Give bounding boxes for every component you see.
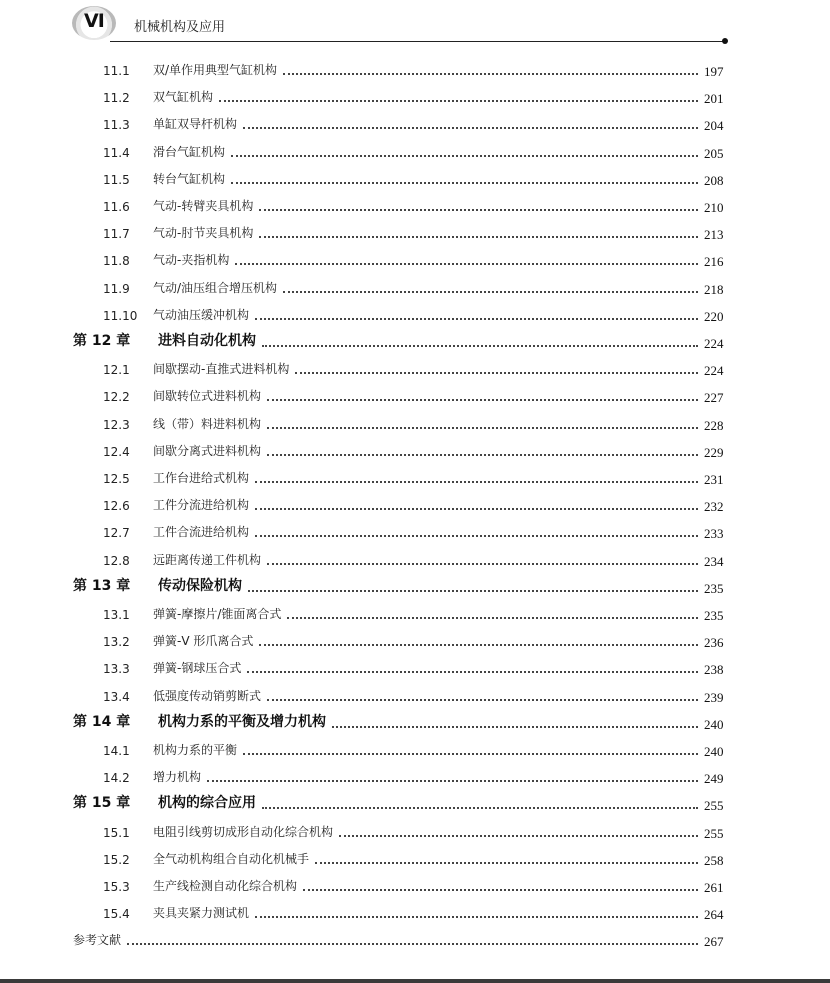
toc-page-number: 231 <box>704 472 724 487</box>
toc-entry-title: 工件合流进给机构 <box>153 525 250 540</box>
toc-dot-leader <box>259 236 698 238</box>
toc-entry-number: 12.2 <box>103 390 130 405</box>
toc-dot-leader <box>283 73 698 75</box>
toc-page-number: 235 <box>704 608 724 623</box>
toc-section-entry <box>0 114 830 134</box>
toc-entry-title: 气动油压缓冲机构 <box>153 307 250 322</box>
toc-section-entry <box>0 686 830 706</box>
toc-page-number: 258 <box>704 852 724 868</box>
toc-section-entry <box>0 604 830 624</box>
toc-dot-leader <box>127 943 698 945</box>
toc-entry-number: 13.3 <box>103 662 130 677</box>
toc-section-entry <box>0 196 830 216</box>
toc-entry-title: 机构力系的平衡及增力机构 <box>158 713 326 730</box>
toc-dot-leader <box>283 291 698 293</box>
toc-dot-leader <box>255 318 698 320</box>
toc-entry-number: 第 13 章 <box>73 577 131 594</box>
toc-section-entry <box>0 767 830 787</box>
toc-dot-leader <box>267 699 698 701</box>
toc-entry-title: 弹簧-V 形爪离合式 <box>153 634 254 649</box>
toc-section-entry <box>0 903 830 923</box>
toc-dot-leader <box>295 372 698 374</box>
toc-page-number: 233 <box>704 526 724 542</box>
toc-section-entry <box>0 278 830 298</box>
toc-section-entry <box>0 468 830 488</box>
toc-entry-number: 12.8 <box>103 553 130 568</box>
toc-dot-leader <box>267 399 698 401</box>
toc-page-number: 235 <box>704 580 724 596</box>
toc-chapter-entry <box>0 577 830 597</box>
toc-entry-number: 11.8 <box>103 254 130 269</box>
toc-chapter-entry <box>0 332 830 352</box>
toc-entry-number: 12.3 <box>103 417 130 432</box>
toc-page-number: 261 <box>704 880 724 895</box>
toc-entry-number: 11.5 <box>103 172 130 187</box>
toc-page-number: 232 <box>704 499 724 515</box>
toc-section-entry <box>0 658 830 678</box>
toc-entry-title: 气动/油压组合增压机构 <box>153 280 278 295</box>
toc-entry-number: 11.6 <box>103 200 130 214</box>
toc-entry-number: 15.1 <box>103 825 130 840</box>
toc-page-number: 201 <box>704 91 724 107</box>
toc-references-entry <box>0 930 830 950</box>
toc-entry-title: 进料自动化机构 <box>158 333 256 349</box>
toc-entry-number: 11.10 <box>103 308 138 323</box>
toc-dot-leader <box>219 100 698 102</box>
toc-section-entry <box>0 822 830 842</box>
toc-entry-number: 11.1 <box>103 64 130 78</box>
toc-entry-title: 线（带）料进料机构 <box>153 416 262 431</box>
toc-page-number: 234 <box>704 553 724 569</box>
toc-entry-title: 双气缸机构 <box>153 90 214 105</box>
toc-entry-title: 增力机构 <box>153 770 202 785</box>
toc-page-number: 224 <box>704 336 724 351</box>
toc-entry-number: 12.7 <box>103 526 130 541</box>
toc-page-number: 255 <box>704 798 724 814</box>
toc-entry-number: 15.3 <box>103 880 130 894</box>
toc-page-number: 267 <box>704 934 724 950</box>
toc-dot-leader <box>231 182 698 184</box>
toc-page-number: 238 <box>704 662 724 678</box>
toc-page-number: 228 <box>704 417 724 433</box>
toc-dot-leader <box>235 263 698 265</box>
toc-page-number: 249 <box>704 771 724 787</box>
toc-section-entry <box>0 142 830 162</box>
toc-entry-title: 工作台进给式机构 <box>153 471 250 485</box>
toc-page-number: 229 <box>704 444 724 460</box>
toc-dot-leader <box>267 427 698 429</box>
toc-page-number: 239 <box>704 689 724 705</box>
toc-page-number: 204 <box>704 118 724 134</box>
toc-dot-leader <box>247 671 698 673</box>
toc-entry-title: 弹簧-钢球压合式 <box>153 661 242 676</box>
toc-section-entry <box>0 631 830 651</box>
toc-section-entry <box>0 495 830 515</box>
toc-page-number: 264 <box>704 907 724 923</box>
toc-page-number: 224 <box>704 363 724 379</box>
toc-entry-title: 单缸双导杆机构 <box>153 117 238 132</box>
toc-section-entry <box>0 169 830 189</box>
toc-dot-leader <box>243 753 698 755</box>
toc-dot-leader <box>248 590 698 592</box>
toc-entry-number: 11.7 <box>103 227 130 242</box>
toc-dot-leader <box>255 508 698 510</box>
toc-entry-title: 传动保险机构 <box>158 577 242 594</box>
toc-entry-title: 间歇转位式进料机构 <box>153 389 262 404</box>
toc-dot-leader <box>255 916 698 918</box>
toc-entry-number: 14.1 <box>103 744 130 758</box>
toc-section-entry <box>0 740 830 760</box>
page-bottom-edge <box>0 979 830 983</box>
toc-entry-number: 12.4 <box>103 444 130 459</box>
toc-dot-leader <box>267 563 698 565</box>
toc-entry-title: 远距离传递工件机构 <box>153 552 262 567</box>
toc-section-entry <box>0 550 830 570</box>
toc-dot-leader <box>287 617 698 619</box>
toc-section-entry <box>0 359 830 379</box>
toc-entry-number: 11.4 <box>103 145 130 160</box>
toc-entry-number: 13.2 <box>103 635 130 650</box>
toc-dot-leader <box>262 345 698 347</box>
toc-entry-title: 双/单作用典型气缸机构 <box>153 63 278 77</box>
toc-section-entry <box>0 223 830 243</box>
toc-page-number: 197 <box>704 64 724 79</box>
toc-dot-leader <box>255 535 698 537</box>
toc-entry-title: 间歇摆动-直推式进料机构 <box>153 362 290 377</box>
toc-entry-number: 14.2 <box>103 771 130 786</box>
toc-dot-leader <box>259 209 698 211</box>
toc-dot-leader <box>259 644 698 646</box>
toc-entry-number: 11.3 <box>103 118 130 133</box>
toc-page-number: 227 <box>704 390 724 406</box>
toc-section-entry <box>0 87 830 107</box>
toc-entry-title: 气动-转臂夹具机构 <box>153 199 254 213</box>
toc-section-entry <box>0 441 830 461</box>
toc-section-entry <box>0 386 830 406</box>
toc-entry-title: 低强度传动销剪断式 <box>153 688 262 703</box>
toc-entry-number: 11.9 <box>103 281 130 296</box>
toc-section-entry <box>0 305 830 325</box>
toc-section-entry <box>0 849 830 869</box>
toc-page-number: 218 <box>704 281 724 297</box>
toc-entry-number: 第 14 章 <box>73 713 131 730</box>
toc-dot-leader <box>315 862 698 864</box>
toc-dot-leader <box>303 889 698 891</box>
toc-entry-number: 第 12 章 <box>73 333 131 349</box>
toc-entry-number: 第 15 章 <box>73 795 131 812</box>
toc-entry-title: 气动-夹指机构 <box>153 253 230 268</box>
toc-page-number: 205 <box>704 145 724 161</box>
toc-entry-title: 参考文献 <box>73 933 122 948</box>
toc-entry-title: 生产线检测自动化综合机构 <box>153 879 298 893</box>
toc-entry-title: 工件分流进给机构 <box>153 498 250 513</box>
toc-section-entry <box>0 250 830 270</box>
toc-entry-number: 11.2 <box>103 91 130 106</box>
toc-dot-leader <box>207 780 698 782</box>
toc-entry-number: 15.2 <box>103 852 130 867</box>
toc-section-entry <box>0 876 830 896</box>
toc-entry-title: 机构力系的平衡 <box>153 743 238 757</box>
toc-entry-number: 13.4 <box>103 689 130 704</box>
toc-dot-leader <box>339 835 698 837</box>
toc-page-number: 255 <box>704 825 724 841</box>
toc-page-number: 220 <box>704 308 724 324</box>
toc-dot-leader <box>255 481 698 483</box>
toc-entry-title: 全气动机构组合自动化机械手 <box>153 851 310 866</box>
running-title: 机械机构及应用 <box>134 20 226 35</box>
toc-entry-title: 转台气缸机构 <box>153 171 226 186</box>
toc-entry-number: 12.1 <box>103 363 130 378</box>
toc-entry-number: 12.6 <box>103 499 130 514</box>
toc-entry-title: 电阻引线剪切成形自动化综合机构 <box>153 824 334 839</box>
toc-dot-leader <box>243 127 698 129</box>
toc-page-number: 240 <box>704 744 724 759</box>
toc-page-number: 210 <box>704 200 724 215</box>
toc-section-entry <box>0 60 830 80</box>
toc-chapter-entry <box>0 713 830 733</box>
toc-page-number: 213 <box>704 227 724 243</box>
toc-entry-title: 气动-肘节夹具机构 <box>153 226 254 241</box>
toc-page-number: 216 <box>704 254 724 270</box>
page-number-label: VI <box>84 10 104 32</box>
toc-section-entry <box>0 522 830 542</box>
toc-chapter-entry <box>0 794 830 814</box>
toc-page-number: 240 <box>704 716 724 732</box>
toc-dot-leader <box>267 454 698 456</box>
toc-entry-title: 间歇分离式进料机构 <box>153 443 262 458</box>
toc-dot-leader <box>262 807 698 809</box>
toc-entry-title: 夹具夹紧力测试机 <box>153 906 250 921</box>
toc-dot-leader <box>231 155 698 157</box>
toc-page-number: 236 <box>704 635 724 651</box>
toc-section-entry <box>0 414 830 434</box>
toc-entry-title: 滑台气缸机构 <box>153 144 226 159</box>
toc-entry-title: 机构的综合应用 <box>158 795 256 812</box>
toc-entry-number: 12.5 <box>103 472 130 486</box>
toc-page-number: 208 <box>704 172 724 188</box>
toc-entry-number: 13.1 <box>103 608 130 622</box>
toc-entry-title: 弹簧-摩擦片/锥面离合式 <box>153 607 282 621</box>
toc-dot-leader <box>332 726 698 728</box>
toc-entry-number: 15.4 <box>103 907 130 922</box>
